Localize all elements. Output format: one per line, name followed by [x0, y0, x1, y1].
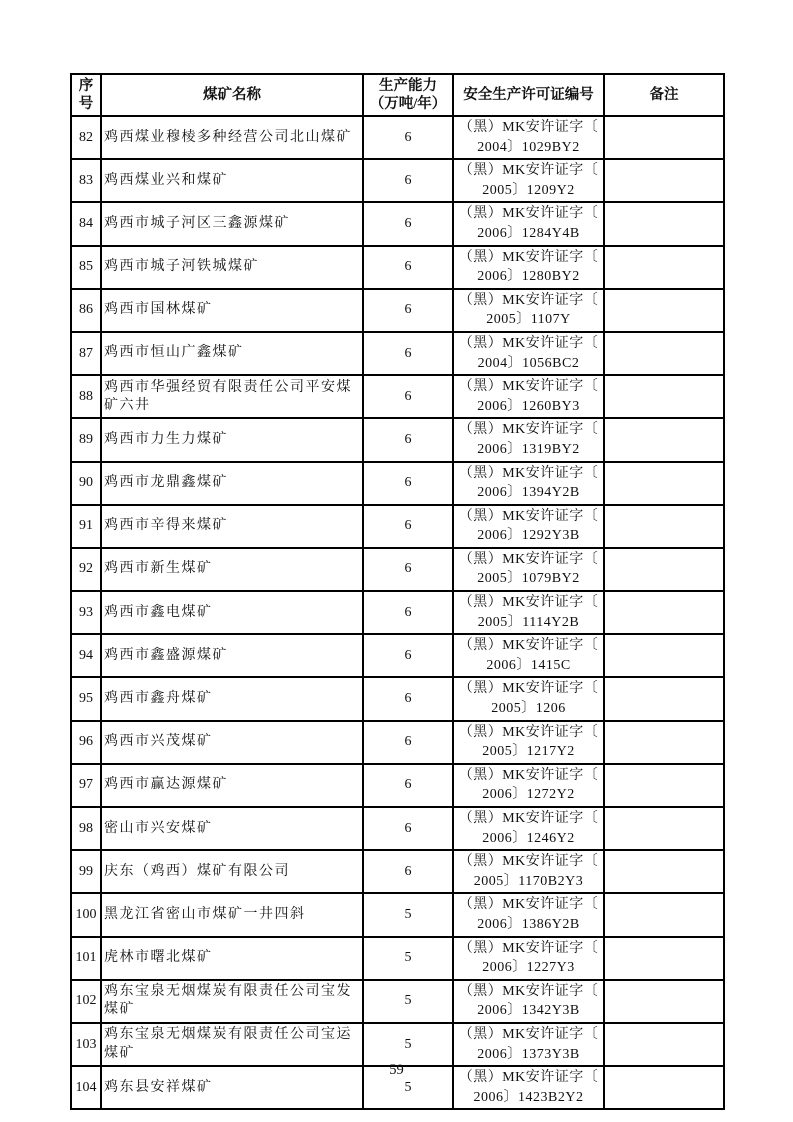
permit-line2: 2005〕1079BY2: [477, 571, 580, 587]
capacity-cell: 6: [363, 548, 453, 591]
mine-name-cell: 鸡西市城子河铁城煤矿: [101, 246, 363, 289]
remark-cell: [604, 980, 724, 1023]
permit-line1: （黑）MK安许证字〔: [458, 724, 599, 740]
capacity-cell: 6: [363, 332, 453, 375]
permit-line2: 2006〕1394Y2B: [477, 485, 580, 501]
permit-line2: 2006〕1280BY2: [477, 269, 580, 285]
remark-cell: [604, 764, 724, 807]
mine-name-cell: 鸡西市鑫舟煤矿: [101, 677, 363, 720]
remark-cell: [604, 202, 724, 245]
permit-line1: （黑）MK安许证字〔: [458, 897, 599, 913]
permit-cell: [453, 764, 604, 807]
table-row: [71, 462, 724, 505]
table-body: [71, 116, 724, 1109]
table-row: [71, 591, 724, 634]
remark-cell: [604, 634, 724, 677]
mine-name-cell: 鸡西市赢达源煤矿: [101, 764, 363, 807]
remark-cell: [604, 937, 724, 980]
permit-line2: 2004〕1029BY2: [477, 139, 580, 155]
capacity-cell: 6: [363, 807, 453, 850]
table-row: [71, 850, 724, 893]
permit-cell: [453, 202, 604, 245]
remark-cell: [604, 505, 724, 548]
row-no-cell: 94: [71, 634, 101, 677]
permit-line2: 2006〕1319BY2: [477, 441, 580, 457]
remark-cell: [604, 418, 724, 461]
header-permit: 安全生产许可证编号: [453, 74, 604, 116]
permit-line1: （黑）MK安许证字〔: [458, 379, 599, 395]
table-row: [71, 764, 724, 807]
permit-cell: [453, 634, 604, 677]
table-row: [71, 116, 724, 159]
header-capacity-line1: 生产能力: [379, 77, 437, 94]
permit-line1: （黑）MK安许证字〔: [458, 1070, 599, 1086]
permit-line1: （黑）MK安许证字〔: [458, 940, 599, 956]
remark-cell: [604, 807, 724, 850]
header-capacity-line2: （万吨/年）: [369, 96, 447, 112]
permit-line1: （黑）MK安许证字〔: [458, 1026, 599, 1042]
permit-line1: （黑）MK安许证字〔: [458, 163, 599, 179]
permit-line2: 2006〕1415C: [486, 657, 571, 673]
page-number: 59: [389, 1062, 404, 1078]
permit-line1: （黑）MK安许证字〔: [458, 638, 599, 654]
capacity-cell: 6: [363, 634, 453, 677]
table-row: [71, 980, 724, 1023]
remark-cell: [604, 116, 724, 159]
table-row: [71, 807, 724, 850]
table-row: [71, 548, 724, 591]
permit-line2: 2006〕1292Y3B: [477, 528, 580, 544]
mine-name-cell: 鸡东县安祥煤矿: [101, 1066, 363, 1109]
mine-name-cell: 鸡西市国林煤矿: [101, 289, 363, 332]
mine-name-cell: 鸡西市龙鼎鑫煤矿: [101, 462, 363, 505]
capacity-cell: 6: [363, 159, 453, 202]
capacity-cell: 5: [363, 1066, 453, 1109]
table-row: [71, 246, 724, 289]
row-no-cell: 82: [71, 116, 101, 159]
permit-line1: （黑）MK安许证字〔: [458, 854, 599, 870]
capacity-cell: 6: [363, 677, 453, 720]
permit-line1: （黑）MK安许证字〔: [458, 983, 599, 999]
permit-line2: 2006〕1342Y3B: [477, 1003, 580, 1019]
mine-name-cell: 鸡西市恒山广鑫煤矿: [101, 332, 363, 375]
permit-cell: [453, 591, 604, 634]
table-header: [71, 74, 724, 116]
capacity-cell: 6: [363, 202, 453, 245]
row-no-cell: 86: [71, 289, 101, 332]
capacity-cell: 6: [363, 764, 453, 807]
permit-cell: [453, 893, 604, 936]
permit-line1: （黑）MK安许证字〔: [458, 465, 599, 481]
row-no-cell: 90: [71, 462, 101, 505]
permit-cell: [453, 937, 604, 980]
table-row: [71, 721, 724, 764]
mine-name-cell: 鸡东宝泉无烟煤炭有限责任公司宝发煤矿: [101, 980, 363, 1023]
permit-line1: （黑）MK安许证字〔: [458, 681, 599, 697]
permit-cell: [453, 116, 604, 159]
row-no-cell: 85: [71, 246, 101, 289]
row-no-cell: 102: [71, 980, 101, 1023]
row-no-cell: 89: [71, 418, 101, 461]
permit-line2: 2006〕1272Y2: [482, 787, 575, 803]
table-row: [71, 1023, 724, 1066]
table-row: [71, 505, 724, 548]
row-no-cell: 103: [71, 1023, 101, 1066]
permit-cell: [453, 721, 604, 764]
row-no-cell: 88: [71, 375, 101, 418]
remark-cell: [604, 289, 724, 332]
capacity-cell: 6: [363, 721, 453, 764]
row-no-cell: 92: [71, 548, 101, 591]
mine-name-cell: 鸡西市兴茂煤矿: [101, 721, 363, 764]
permit-cell: [453, 159, 604, 202]
row-no-cell: 97: [71, 764, 101, 807]
permit-line2: 2004〕1056BC2: [477, 355, 580, 371]
mine-name-cell: 鸡西市城子河区三鑫源煤矿: [101, 202, 363, 245]
table-row: [71, 634, 724, 677]
mine-name-cell: 虎林市曙北煤矿: [101, 937, 363, 980]
row-no-cell: 87: [71, 332, 101, 375]
capacity-cell: 6: [363, 289, 453, 332]
table-row: [71, 202, 724, 245]
row-no-cell: 96: [71, 721, 101, 764]
mine-name-cell: 密山市兴安煤矿: [101, 807, 363, 850]
permit-cell: [453, 289, 604, 332]
permit-cell: [453, 505, 604, 548]
row-no-cell: 83: [71, 159, 101, 202]
permit-line1: （黑）MK安许证字〔: [458, 292, 599, 308]
table-row: [71, 893, 724, 936]
mine-name-cell: 鸡西煤业兴和煤矿: [101, 159, 363, 202]
remark-cell: [604, 850, 724, 893]
capacity-cell: 6: [363, 850, 453, 893]
permit-line1: （黑）MK安许证字〔: [458, 422, 599, 438]
permit-line1: （黑）MK安许证字〔: [458, 120, 599, 135]
permit-line2: 2006〕1260BY3: [477, 398, 580, 414]
row-no-cell: 99: [71, 850, 101, 893]
capacity-cell: 6: [363, 591, 453, 634]
table-row: [71, 332, 724, 375]
capacity-cell: 6: [363, 505, 453, 548]
permit-line1: （黑）MK安许证字〔: [458, 206, 599, 222]
permit-line2: 2005〕1107Y: [486, 312, 571, 328]
remark-cell: [604, 548, 724, 591]
capacity-cell: 5: [363, 893, 453, 936]
capacity-cell: 6: [363, 116, 453, 159]
table-row: [71, 159, 724, 202]
row-no-cell: 101: [71, 937, 101, 980]
capacity-cell: 6: [363, 246, 453, 289]
permit-line1: （黑）MK安许证字〔: [458, 335, 599, 351]
permit-cell: [453, 332, 604, 375]
permit-cell: [453, 1023, 604, 1066]
capacity-cell: 6: [363, 375, 453, 418]
mine-name-cell: 鸡西市新生煤矿: [101, 548, 363, 591]
permit-line1: （黑）MK安许证字〔: [458, 767, 599, 783]
mine-name-cell: 鸡西市华强经贸有限责任公司平安煤矿六井: [101, 375, 363, 418]
remark-cell: [604, 462, 724, 505]
permit-cell: [453, 548, 604, 591]
capacity-cell: 5: [363, 937, 453, 980]
remark-cell: [604, 246, 724, 289]
table-row: [71, 289, 724, 332]
header-no: 序号: [71, 74, 101, 116]
header-mine-name: 煤矿名称: [101, 74, 363, 116]
permit-line2: 2005〕1217Y2: [482, 744, 575, 760]
permit-cell: [453, 462, 604, 505]
mine-name-cell: 鸡西市力生力煤矿: [101, 418, 363, 461]
permit-cell: [453, 677, 604, 720]
mine-name-cell: 庆东（鸡西）煤矿有限公司: [101, 850, 363, 893]
header-row: [71, 74, 724, 116]
table-row: [71, 937, 724, 980]
header-capacity: [363, 74, 453, 116]
capacity-cell: 5: [363, 1023, 453, 1066]
remark-cell: [604, 591, 724, 634]
permit-cell: [453, 807, 604, 850]
permit-line2: 2005〕1206: [491, 701, 566, 717]
mine-name-cell: 鸡西煤业穆棱多种经营公司北山煤矿: [101, 116, 363, 159]
remark-cell: [604, 721, 724, 764]
mine-name-cell: 鸡西市鑫盛源煤矿: [101, 634, 363, 677]
capacity-cell: 5: [363, 980, 453, 1023]
remark-cell: [604, 893, 724, 936]
row-no-cell: 95: [71, 677, 101, 720]
mine-name-cell: 鸡西市鑫电煤矿: [101, 591, 363, 634]
row-no-cell: 104: [71, 1066, 101, 1109]
coal-mine-table: [70, 73, 725, 1110]
mine-name-cell: 鸡西市辛得来煤矿: [101, 505, 363, 548]
remark-cell: [604, 1023, 724, 1066]
permit-line2: 2005〕1209Y2: [482, 182, 575, 198]
permit-line2: 2005〕1170B2Y3: [473, 873, 584, 889]
table-row: [71, 418, 724, 461]
mine-name-cell: 黑龙江省密山市煤矿一井四斜: [101, 893, 363, 936]
remark-cell: [604, 332, 724, 375]
header-remark: 备注: [604, 74, 724, 116]
permit-line1: （黑）MK安许证字〔: [458, 595, 599, 611]
row-no-cell: 84: [71, 202, 101, 245]
permit-cell: [453, 418, 604, 461]
permit-line1: （黑）MK安许证字〔: [458, 811, 599, 826]
permit-cell: [453, 375, 604, 418]
remark-cell: [604, 159, 724, 202]
permit-line1: （黑）MK安许证字〔: [458, 551, 599, 567]
remark-cell: [604, 375, 724, 418]
row-no-cell: 93: [71, 591, 101, 634]
permit-line2: 2006〕1284Y4B: [477, 225, 580, 241]
permit-line2: 2005〕1114Y2B: [477, 614, 580, 630]
permit-line1: （黑）MK安许证字〔: [458, 508, 599, 524]
permit-line2: 2006〕1227Y3: [482, 960, 575, 976]
permit-cell: [453, 246, 604, 289]
row-no-cell: 91: [71, 505, 101, 548]
capacity-cell: 6: [363, 462, 453, 505]
permit-line2: 2006〕1246Y2: [482, 830, 575, 846]
permit-line2: 2006〕1423B2Y2: [473, 1089, 584, 1105]
permit-line2: 2006〕1386Y2B: [477, 916, 580, 932]
table-row: [71, 375, 724, 418]
table-row: [71, 677, 724, 720]
permit-cell: [453, 850, 604, 893]
permit-cell: [453, 980, 604, 1023]
remark-cell: [604, 677, 724, 720]
mine-name-cell: 鸡东宝泉无烟煤炭有限责任公司宝运煤矿: [101, 1023, 363, 1066]
permit-line2: 2006〕1373Y3B: [477, 1046, 580, 1062]
capacity-cell: 6: [363, 418, 453, 461]
row-no-cell: 98: [71, 807, 101, 850]
row-no-cell: 100: [71, 893, 101, 936]
permit-line1: （黑）MK安许证字〔: [458, 249, 599, 265]
